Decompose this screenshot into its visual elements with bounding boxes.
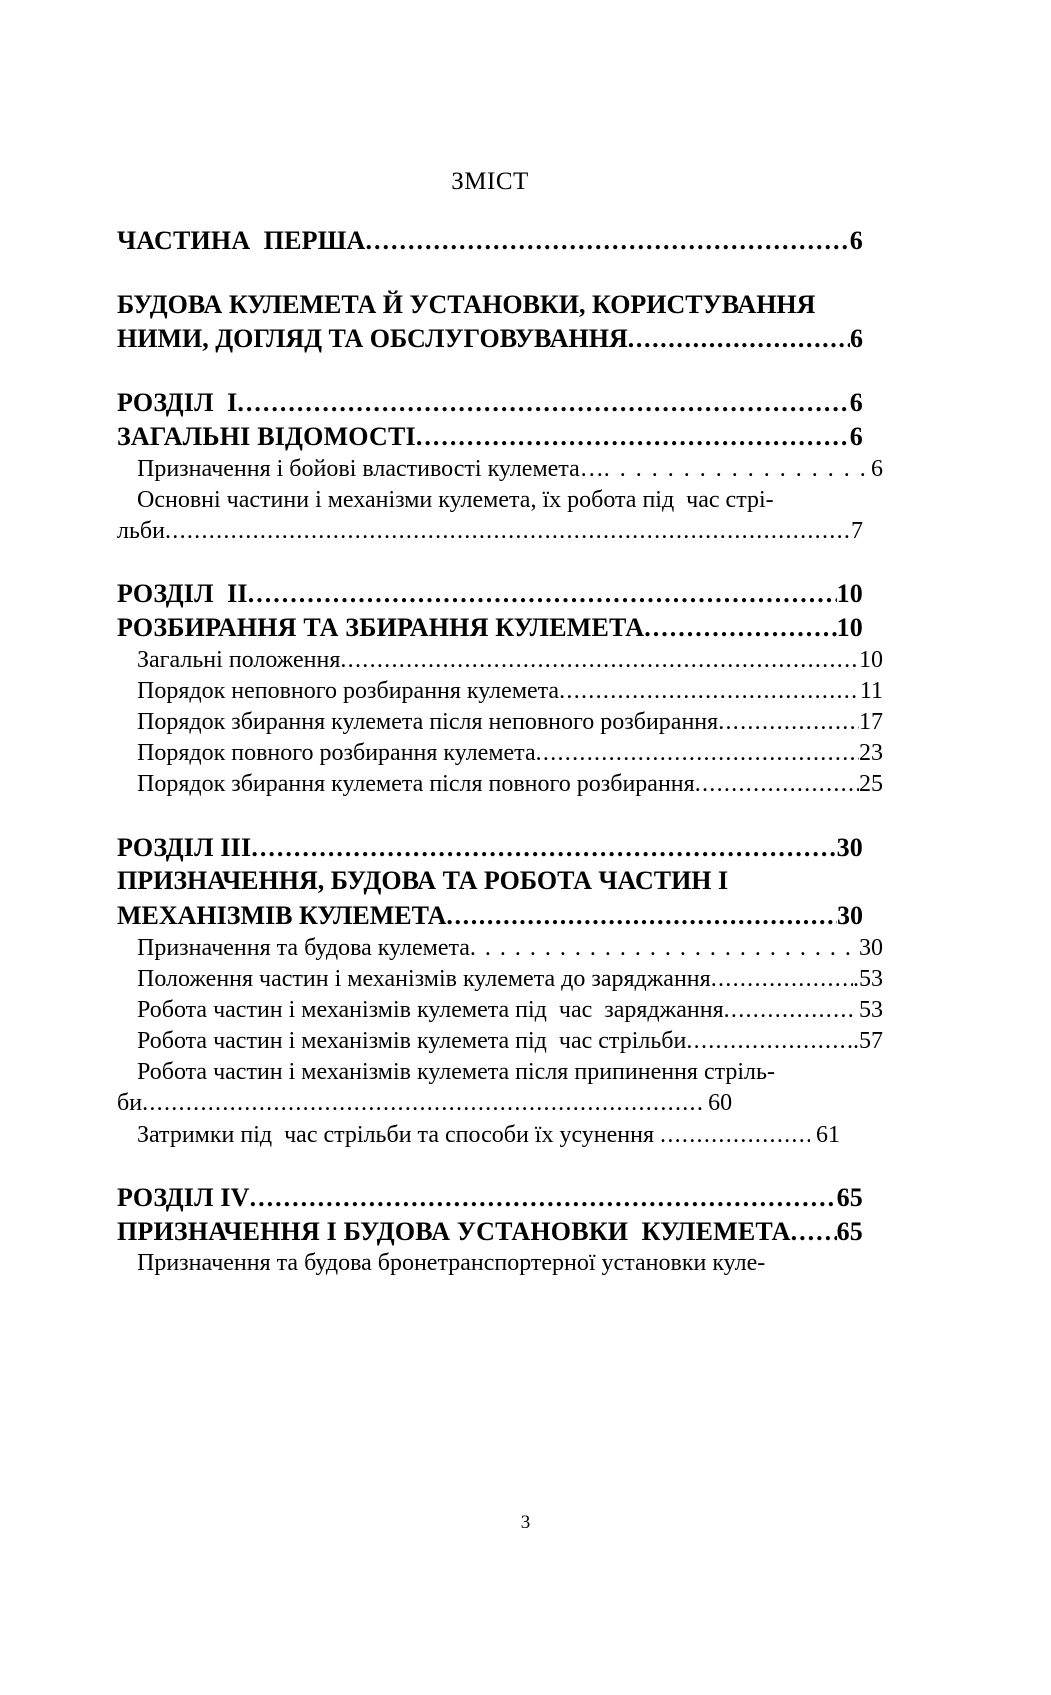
toc-entry-chapter-3-title[interactable] (117, 864, 863, 932)
toc-entry-part-one[interactable] (117, 224, 863, 258)
dot-leader (718, 707, 859, 738)
toc-entry-label: Затримки під час стрільби та способи їх усунення (137, 1121, 661, 1148)
dot-leader (604, 454, 871, 485)
toc-entry-title-lastline (117, 899, 863, 933)
toc-page-number: 7 (851, 517, 863, 544)
dot-leader (365, 224, 849, 258)
toc-entry-label: ЗАГАЛЬНІ ВІДОМОСТІ (117, 421, 416, 451)
toc-entry-label: Порядок збирання кулемета після неповного розбирання (137, 709, 719, 736)
toc-page-number: 30 (859, 934, 883, 961)
dot-leader (711, 964, 853, 995)
toc-page-number: 25 (859, 771, 883, 798)
toc-entry-c3-3[interactable] (117, 995, 883, 1026)
toc-page-number: 6 (849, 421, 863, 451)
toc-page-number: 6 (850, 324, 863, 354)
toc-entry-label: Загальні положення (137, 646, 341, 673)
toc-page-number: 6 (849, 387, 863, 417)
toc-entry-label-line1: ПРИЗНАЧЕННЯ, БУДОВА ТА РОБОТА ЧАСТИН І (117, 866, 729, 896)
dot-leader (250, 1181, 837, 1215)
dot-leader (142, 1088, 702, 1119)
toc-entry-label: Робота частин і механізмів кулемета під час стрільби (137, 1028, 687, 1055)
spacer (117, 801, 863, 831)
toc-entry-label: РОЗДІЛ І (117, 387, 238, 417)
dot-leader (660, 1120, 810, 1151)
spacer (117, 1151, 863, 1181)
toc-page-number: 6 (849, 226, 863, 255)
toc-page-number: 30 (836, 832, 863, 862)
toc-page-number: 6 (871, 455, 883, 482)
dot-leader (686, 1026, 853, 1057)
dot-leader (695, 769, 859, 800)
toc-page-number: 10 (836, 612, 863, 642)
toc-entry-label-line2: НИМИ, ДОГЛЯД ТА ОБСЛУГОВУВАННЯ (117, 324, 628, 354)
toc-entry-c4-1-line1[interactable]: Призначення та будова бронетранспортерної установки куле- (137, 1250, 766, 1277)
toc-entry-c1-1[interactable] (117, 454, 883, 485)
toc-entry-c3-2[interactable] (117, 964, 883, 995)
toc-entry-label: ПРИЗНАЧЕННЯ І БУДОВА УСТАНОВКИ КУЛЕМЕТА (117, 1216, 791, 1246)
dot-leader (559, 676, 860, 707)
toc-page-number: .57 (853, 1028, 883, 1055)
toc-entry-label: Призначення та будова кулемета (137, 934, 470, 961)
toc-entry-part-one-subtitle[interactable] (117, 288, 863, 356)
toc-entry-chapter-4[interactable] (117, 1181, 863, 1215)
toc-page-number: 10 (836, 579, 863, 609)
toc-page-number: 10 (859, 646, 883, 673)
spacer (117, 258, 863, 288)
toc-entry-label-line2: МЕХАНІЗМІВ КУЛЕМЕТА (117, 900, 447, 930)
dot-leader (724, 995, 853, 1026)
toc-page-number: .53 (853, 965, 883, 992)
toc-entry-label: би (117, 1090, 143, 1117)
dot-leader (791, 1215, 837, 1249)
toc-entry-label: ЧАСТИНА ПЕРША (117, 226, 366, 255)
toc-entry-label-line1: БУДОВА КУЛЕМЕТА Й УСТАНОВКИ, КОРИСТУВАННЯ (117, 289, 816, 319)
toc-entry-chapter-1-title[interactable] (117, 420, 863, 454)
toc-entry-label: Робота частин і механізмів кулемета під час заряджання (137, 996, 724, 1023)
toc-entry-chapter-4-title[interactable] (117, 1215, 863, 1249)
toc-entry-c2-5[interactable] (117, 769, 883, 800)
toc-entry-label: Порядок збирання кулемета після повного розбирання (137, 771, 695, 798)
toc-page-number: 11 (859, 677, 883, 704)
toc-entry-c3-6[interactable] (117, 1120, 883, 1151)
toc-entry-chapter-3[interactable] (117, 831, 863, 865)
toc-entry-label: РОЗДІЛ ІІІ (117, 832, 252, 862)
toc-entry-chapter-2[interactable] (117, 577, 863, 611)
toc-entry-label: льби (117, 517, 165, 544)
dot-leader (446, 899, 837, 933)
toc-content (117, 168, 883, 1280)
toc-entry-c2-1[interactable] (117, 645, 883, 676)
dot-leader (628, 322, 850, 356)
toc-page-number: 65 (836, 1182, 863, 1212)
toc-entry-label: Призначення і бойові властивості кулемета… (137, 455, 604, 482)
toc-entry-subtitle-lastline (117, 322, 863, 356)
toc-entry-c1-2-line1[interactable]: Основні частини і механізми кулемета, їх робота під час стрі- (137, 486, 774, 513)
dot-leader (340, 645, 859, 676)
toc-entry-label: Порядок повного розбирання кулемета (137, 740, 536, 767)
dot-leader (237, 386, 849, 420)
toc-entry-label: Положення частин і механізмів кулемета до заряджання (137, 965, 711, 992)
toc-entry-chapter-2-title[interactable] (117, 611, 863, 645)
toc-entry-label: Порядок неповного розбирання кулемета (137, 677, 560, 704)
toc-entry-c2-2[interactable] (117, 676, 883, 707)
toc-entry-c3-1[interactable] (117, 933, 883, 964)
toc-entry-c2-4[interactable] (117, 738, 883, 769)
toc-entry-c3-4[interactable] (117, 1026, 883, 1057)
toc-page-number: 17 (859, 709, 883, 736)
toc-page-number: 30 (837, 900, 863, 930)
toc-entry-c2-3[interactable] (117, 707, 883, 738)
toc-page-number: 65 (836, 1216, 863, 1246)
toc-page-number: 61 (810, 1121, 841, 1148)
dot-leader (470, 933, 859, 964)
dot-leader (536, 738, 859, 769)
toc-entry-c3-5-line1[interactable]: Робота частин і механізмів кулемета після припинення стріль- (137, 1059, 775, 1086)
toc-entry-c1-2-line2[interactable] (117, 516, 863, 547)
spacer (117, 547, 863, 577)
toc-entry-c3-5-line2[interactable] (117, 1088, 863, 1119)
toc-entry-label: РОЗДІЛ ІІ (117, 579, 248, 609)
page-title: ЗМІСТ (451, 168, 529, 195)
toc-page-number: 60 (702, 1090, 733, 1117)
spacer (117, 356, 863, 386)
dot-leader (248, 577, 837, 611)
dot-leader (416, 420, 850, 454)
toc-entry-chapter-1[interactable] (117, 386, 863, 420)
footer-page-number: 3 (520, 1512, 531, 1533)
dot-leader (165, 516, 851, 547)
toc-page-number: 23 (859, 740, 883, 767)
dot-leader (644, 611, 836, 645)
dot-leader (251, 831, 836, 865)
toc-page-number: 53 (853, 996, 883, 1023)
toc-entry-label: РОЗБИРАННЯ ТА ЗБИРАННЯ КУЛЕМЕТА (117, 612, 645, 642)
toc-entry-label: РОЗДІЛ ІV (117, 1182, 250, 1212)
